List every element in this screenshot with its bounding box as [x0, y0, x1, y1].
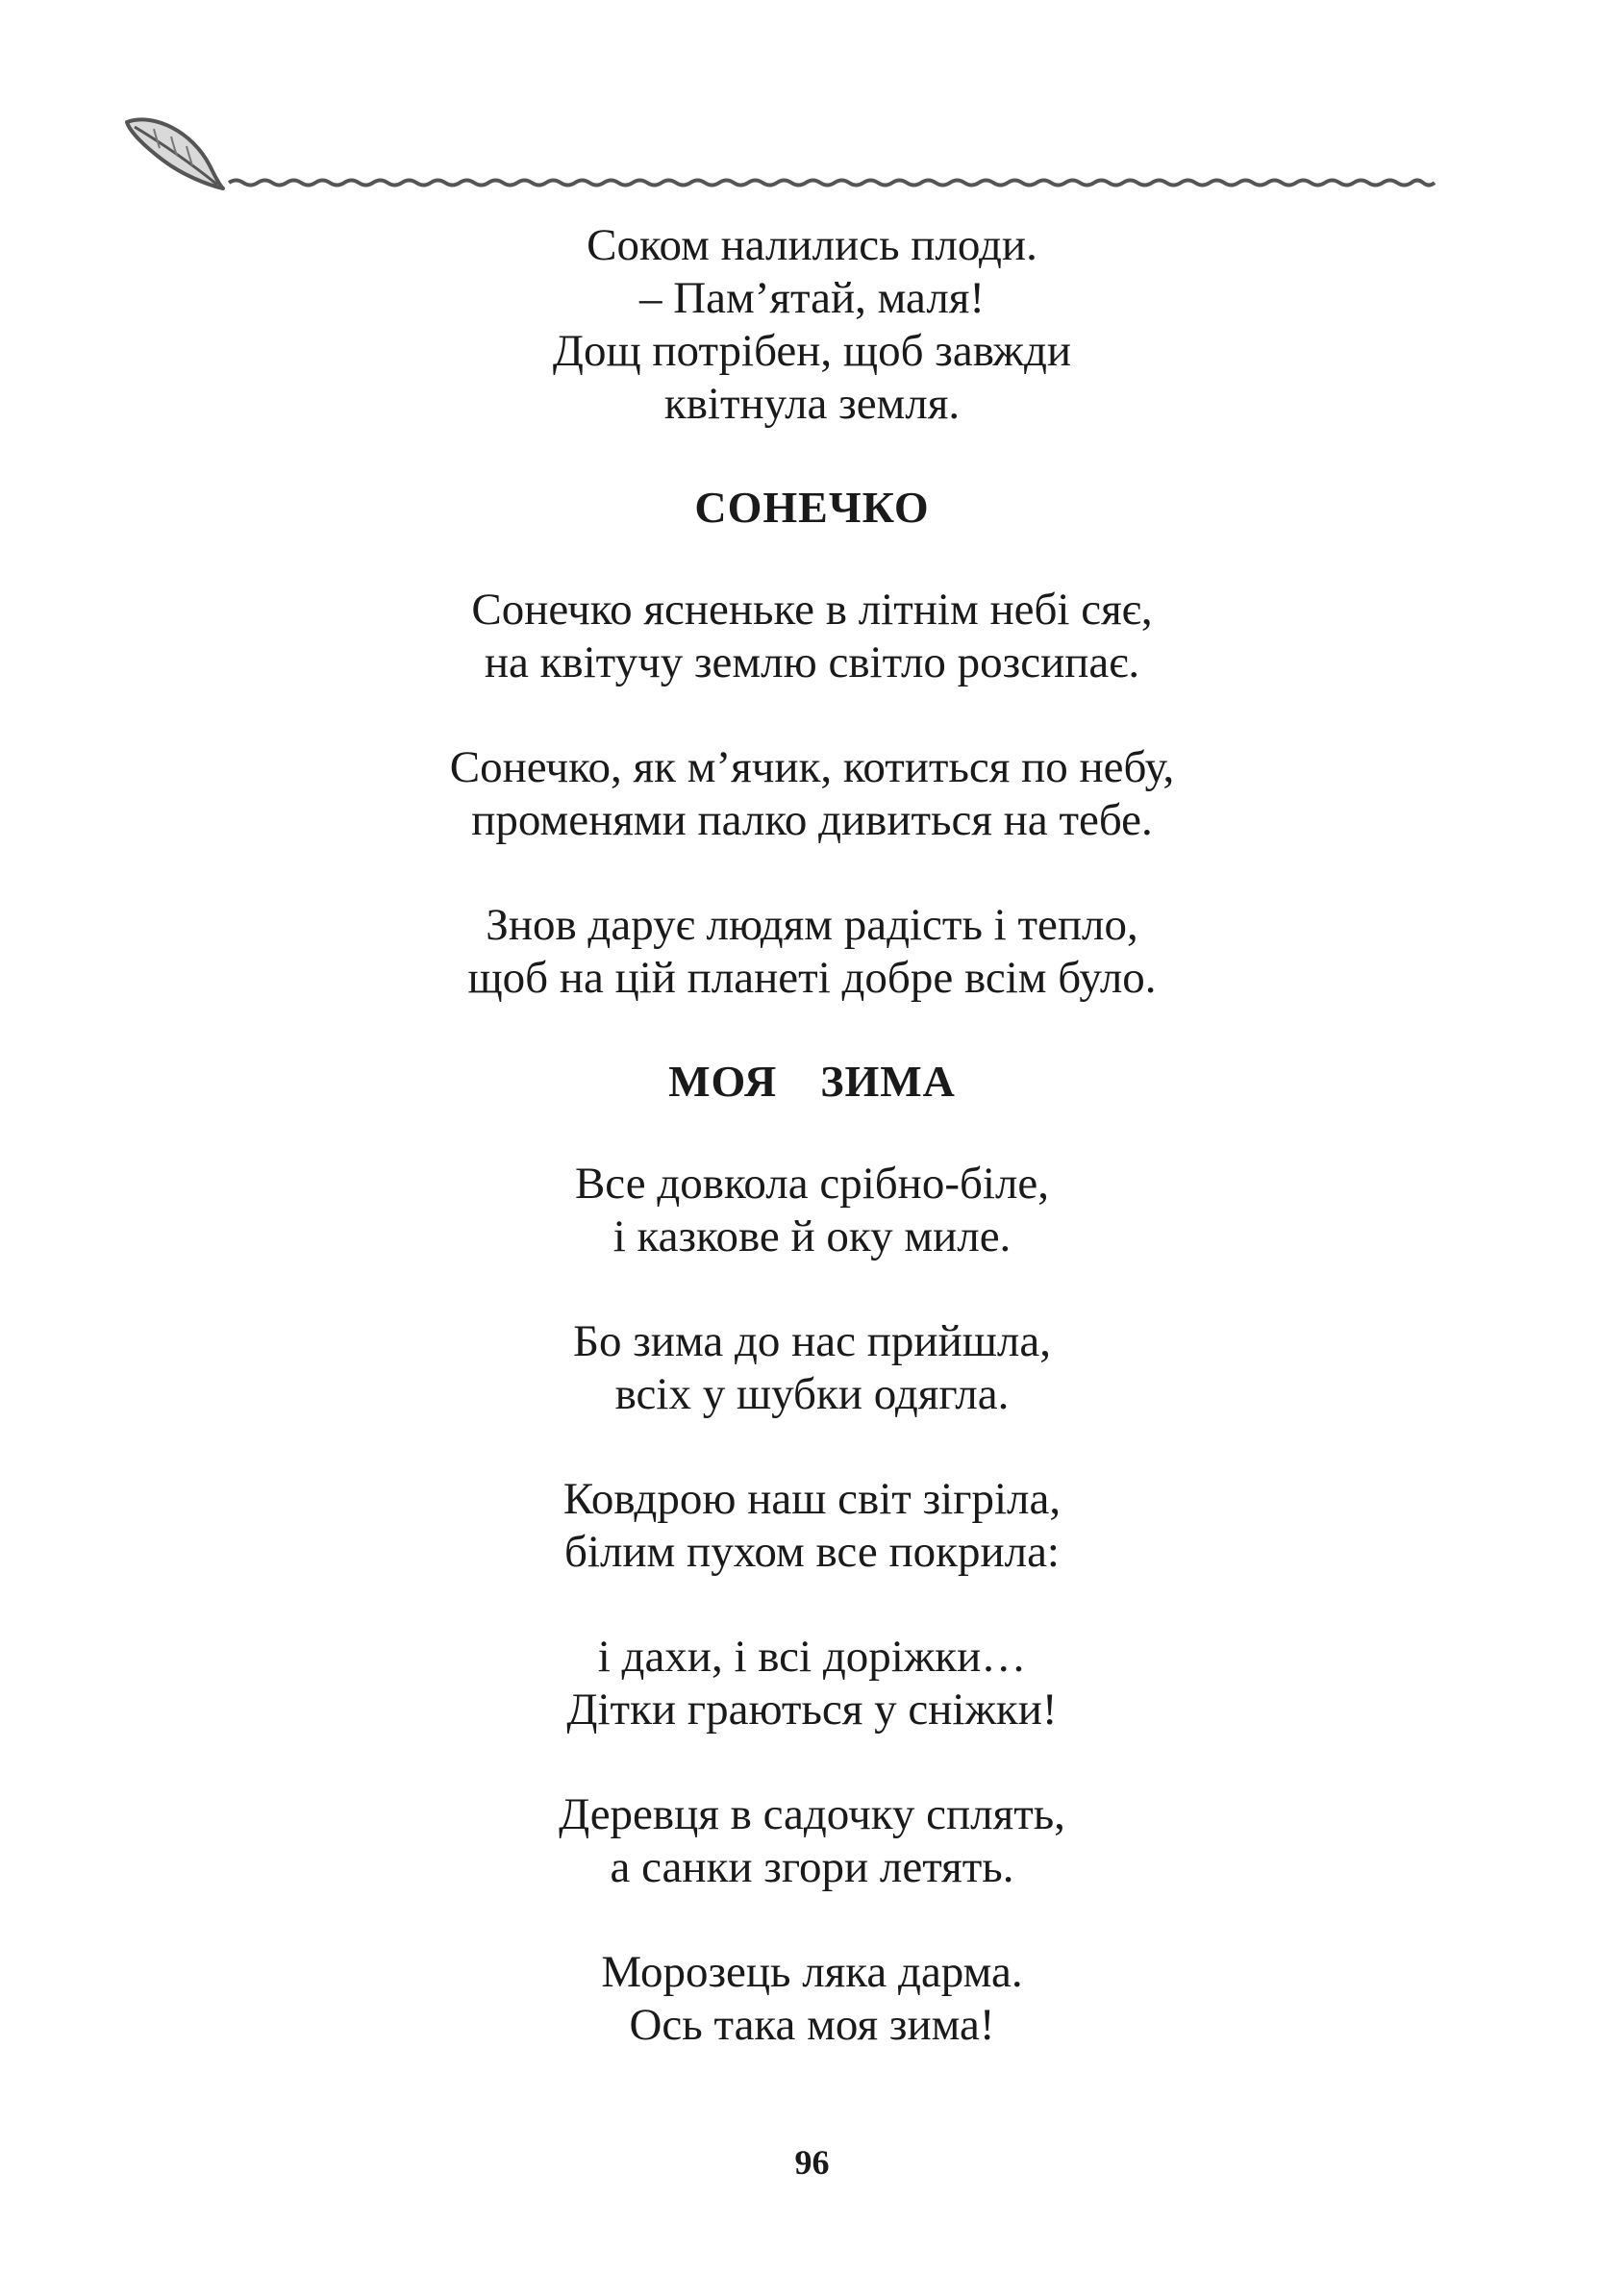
poem-stanza: [0, 1473, 1624, 1579]
poem-line: Бо зима до нас прийшла,: [573, 1316, 1051, 1366]
poem1-ending-stanza: [0, 219, 1624, 431]
poem-stanza: [0, 1631, 1624, 1736]
poem-line: всіх у шубки одягла.: [614, 1369, 1010, 1419]
poem-line: Морозець ляка дарма.: [601, 1947, 1023, 1997]
poem-title-sonechko: СОНЕЧКО: [694, 483, 930, 532]
poem-line: Сонечко, як м’ячик, котиться по небу,: [449, 742, 1175, 792]
poem-line: і дахи, і всі доріжки…: [597, 1632, 1027, 1682]
poem-line: променями палко дивиться на тебе.: [471, 795, 1153, 845]
poem-line: білим пухом все покрила:: [563, 1527, 1060, 1577]
poem-line: Дітки граються у сніжки!: [566, 1685, 1058, 1735]
poem-stanza: [0, 1788, 1624, 1894]
poem-stanza: [0, 741, 1624, 847]
poem-stanza: [0, 899, 1624, 1005]
feather-wave-ornament: [115, 108, 1442, 194]
poem-line: Ковдрою наш світ зігріла,: [562, 1474, 1062, 1524]
poem-line: Соком налились плоди.: [587, 220, 1037, 270]
poem-line: Дощ потрібен, щоб завжди: [552, 326, 1072, 376]
poem-line: Сонечко ясненьке в літнім небі сяє,: [471, 585, 1153, 635]
page-number: 96: [794, 2143, 830, 2182]
poem-line: на квітучу землю світло розсипає.: [484, 637, 1140, 687]
poem-line: квітнула земля.: [663, 379, 961, 429]
poem-stanza: [0, 1946, 1624, 2052]
wave-line: [229, 181, 1435, 186]
poem-line: Все довкола срібно-біле,: [574, 1159, 1050, 1209]
poem-stanza: [0, 1158, 1624, 1263]
poem-line: Ось така моя зима!: [629, 2000, 995, 2050]
poem-line: Деревця в садочку сплять,: [559, 1789, 1065, 1839]
poem-stanza: [0, 1315, 1624, 1421]
poem-line: і казкове й оку миле.: [612, 1211, 1012, 1261]
feather-icon: [127, 119, 223, 188]
poem-line: щоб на цій планеті добре всім було.: [467, 953, 1157, 1003]
page-content: [0, 219, 1624, 2052]
poem-line: – Пам’ятай, маля!: [638, 273, 986, 323]
poem-stanza: [0, 584, 1624, 689]
poem-line: Знов дарує людям радість і тепло,: [486, 900, 1138, 950]
poem-line: а санки згори летять.: [610, 1842, 1014, 1892]
poem-title-moya-zyma: МОЯ ЗИМА: [668, 1057, 956, 1106]
